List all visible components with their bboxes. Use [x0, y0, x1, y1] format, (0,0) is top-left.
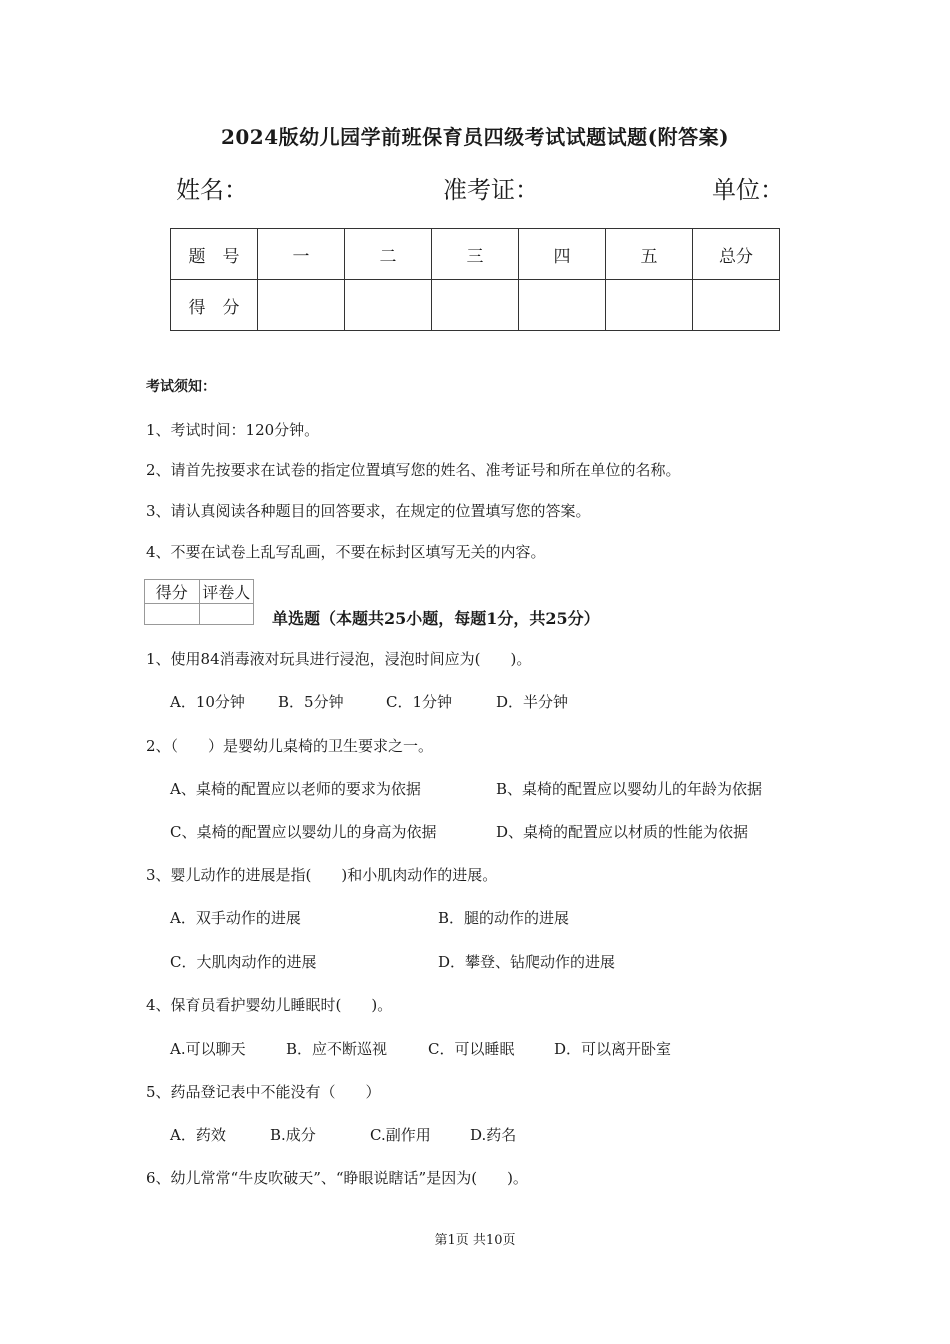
question-text: 1、使用84消毒液对玩具进行浸泡，浸泡时间应为( )。 [146, 650, 532, 668]
option: C、桌椅的配置应以婴幼儿的身高为依据 [170, 823, 437, 841]
option: B．5分钟 [278, 693, 344, 711]
question-text: 5、药品登记表中不能没有（ ） [146, 1083, 381, 1101]
notice-item: 2、请首先按要求在试卷的指定位置填写您的姓名、准考证号和所在单位的名称。 [146, 461, 681, 479]
notice-item: 1、考试时间：120分钟。 [146, 421, 320, 439]
score-table-header-cell: 题 号 [171, 229, 258, 280]
grader-score-cell [145, 604, 200, 625]
grader-name-label: 评卷人 [199, 580, 254, 604]
question-text: 6、幼儿常常“牛皮吹破天”、“睁眼说瞎话”是因为( )。 [146, 1169, 528, 1187]
score-table [170, 228, 780, 331]
option: D．攀登、钻爬动作的进展 [438, 953, 616, 971]
option: C．可以睡眠 [428, 1040, 515, 1058]
question-text: 2、（ ）是婴幼儿桌椅的卫生要求之一。 [146, 737, 434, 755]
option: B．应不断巡视 [286, 1040, 388, 1058]
option: D、桌椅的配置应以材质的性能为依据 [496, 823, 749, 841]
score-cell [519, 280, 606, 331]
score-cell [693, 280, 780, 331]
option: B、桌椅的配置应以婴幼儿的年龄为依据 [496, 780, 763, 798]
option: B．腿的动作的进展 [438, 909, 570, 927]
score-table-header-cell: 二 [345, 229, 432, 280]
option: A．双手动作的进展 [170, 909, 301, 927]
grader-score-label: 得分 [145, 580, 200, 604]
notice-heading: 考试须知： [146, 379, 216, 395]
score-table-score-row [171, 280, 780, 331]
score-row-label: 得 分 [171, 280, 258, 331]
page-footer: 第1页 共10页 [434, 1233, 516, 1248]
score-table-header-row [171, 229, 780, 280]
option: D．半分钟 [496, 693, 569, 711]
notice-item: 3、请认真阅读各种题目的回答要求，在规定的位置填写您的答案。 [146, 502, 591, 520]
question-text: 4、保育员看护婴幼儿睡眠时( )。 [146, 996, 393, 1014]
score-table-header-cell: 总分 [693, 229, 780, 280]
option: C．1分钟 [386, 693, 453, 711]
option: A．10分钟 [170, 693, 245, 711]
score-table-header-cell: 四 [519, 229, 606, 280]
exam-number-field-label: 准考证： [443, 176, 539, 204]
score-cell [606, 280, 693, 331]
option: A.可以聊天 [170, 1040, 246, 1058]
option: C.副作用 [370, 1126, 431, 1144]
option: D.药名 [470, 1126, 517, 1144]
option: D．可以离开卧室 [554, 1040, 672, 1058]
score-cell [258, 280, 345, 331]
unit-field-label: 单位： [712, 176, 784, 204]
notice-item: 4、不要在试卷上乱写乱画，不要在标封区填写无关的内容。 [146, 543, 546, 561]
score-cell [345, 280, 432, 331]
score-table-header-cell: 三 [432, 229, 519, 280]
page-title: 2024版幼儿园学前班保育员四级考试试题试题(附答案) [220, 125, 730, 149]
grader-box [144, 579, 254, 625]
option: C．大肌肉动作的进展 [170, 953, 317, 971]
score-cell [432, 280, 519, 331]
grader-name-cell [199, 604, 254, 625]
option: A．药效 [170, 1126, 226, 1144]
section-title: 单选题（本题共25小题，每题1分，共25分） [272, 609, 600, 628]
question-text: 3、婴儿动作的进展是指( )和小肌肉动作的进展。 [146, 866, 498, 884]
name-field-label: 姓名： [176, 176, 248, 204]
option: B.成分 [270, 1126, 316, 1144]
score-table-header-cell: 五 [606, 229, 693, 280]
score-table-header-cell: 一 [258, 229, 345, 280]
option: A、桌椅的配置应以老师的要求为依据 [170, 780, 421, 798]
